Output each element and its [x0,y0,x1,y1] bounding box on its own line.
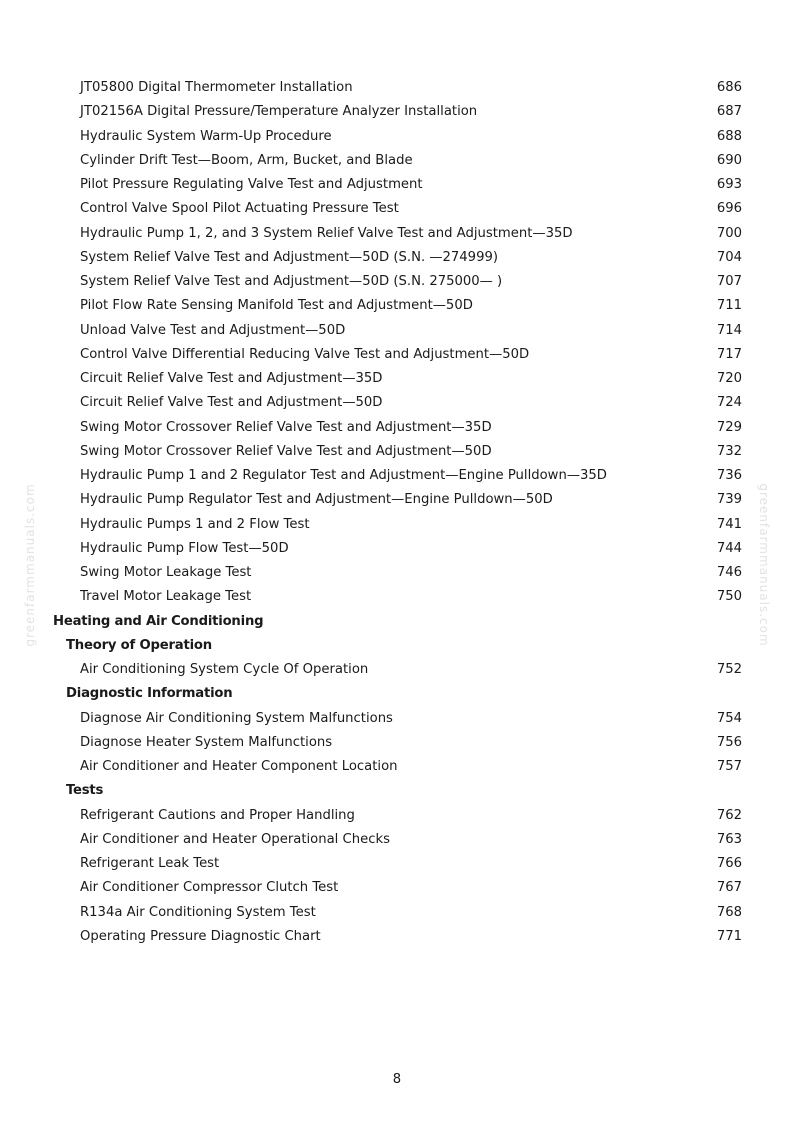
toc-entry-page-number: 746 [716,565,742,580]
toc-entry-page-number: 756 [716,734,742,750]
toc-entry-title: System Relief Valve Test and Adjustment—50D (S.N. —274999) [80,249,498,265]
toc-entry-page-number: 704 [716,249,742,265]
toc-entry-title: Circuit Relief Valve Test and Adjustment—35D [80,371,383,386]
toc-entry-page-number: 741 [716,516,742,532]
toc-entry-page-number: 724 [716,395,742,411]
toc-entry-title: Swing Motor Crossover Relief Valve Test and Adjustment—35D [80,419,492,435]
table-of-contents [0,76,794,949]
toc-entry-title: Air Conditioner and Heater Component Location [80,759,398,774]
toc-entry-title: Hydraulic Pump Flow Test—50D [80,540,289,556]
toc-entry-title: Pilot Flow Rate Sensing Manifold Test and Adjustment—50D [80,298,473,314]
toc-entry[interactable] [0,901,794,925]
toc-entry-title: Pilot Pressure Regulating Valve Test and Adjustment [80,177,423,192]
toc-subsection-heading [0,779,794,803]
toc-entry-title: Unload Valve Test and Adjustment—50D [80,322,346,338]
toc-entry-page-number: 687 [716,104,742,120]
toc-entry-title: JT02156A Digital Pressure/Temperature Analyzer Installation [80,104,478,120]
toc-entry-title: Hydraulic Pump 1, 2, and 3 System Relief Valve Test and Adjustment—35D [80,225,573,241]
toc-entry-title: Hydraulic Pumps 1 and 2 Flow Test [80,516,310,532]
toc-entry-title: Hydraulic Pump Regulator Test and Adjustment—Engine Pulldown—50D [80,492,553,508]
toc-entry-title: R134a Air Conditioning System Test [80,904,316,920]
toc-entry[interactable] [0,319,794,343]
toc-entry[interactable] [0,537,794,561]
toc-entry-page-number: 686 [716,80,742,95]
toc-entry[interactable] [0,707,794,731]
toc-entry[interactable] [0,488,794,512]
toc-entry-title: Swing Motor Crossover Relief Valve Test and Adjustment—50D [80,443,492,459]
toc-entry[interactable] [0,391,794,415]
toc-entry-title: Air Conditioner Compressor Clutch Test [80,880,339,896]
toc-entry[interactable] [0,173,794,197]
toc-entry-title: Refrigerant Cautions and Proper Handling [80,807,355,823]
watermark-left: greenfarmmanuals.com [23,483,37,647]
toc-entry-title: Diagnose Air Conditioning System Malfunctions [80,710,393,726]
toc-entry-page-number: 693 [716,177,742,192]
toc-entry[interactable] [0,125,794,149]
toc-entry[interactable] [0,464,794,488]
toc-entry-page-number: 768 [716,904,742,920]
toc-entry-title: Circuit Relief Valve Test and Adjustment—50D [80,395,383,411]
toc-entry-page-number: 744 [716,540,742,556]
toc-entry-page-number: 771 [716,928,742,944]
toc-entry[interactable] [0,343,794,367]
toc-entry-page-number: 766 [716,856,742,871]
toc-entry-title: Hydraulic System Warm-Up Procedure [80,128,332,144]
toc-entry-title: Hydraulic Pump 1 and 2 Regulator Test and Adjustment—Engine Pulldown—35D [80,468,607,483]
toc-entry-title: Air Conditioning System Cycle Of Operation [80,662,369,677]
toc-entry-title: Diagnostic Information [66,686,233,702]
toc-entry-title: Cylinder Drift Test—Boom, Arm, Bucket, and Blade [80,152,413,168]
toc-entry-page-number: 762 [716,807,742,823]
toc-entry-page-number: 688 [716,128,742,144]
toc-entry[interactable] [0,852,794,876]
toc-entry[interactable] [0,755,794,779]
toc-entry-page-number: 767 [716,880,742,896]
toc-entry-page-number: 752 [716,662,742,677]
toc-entry-title: JT05800 Digital Thermometer Installation [80,80,353,95]
toc-entry[interactable] [0,731,794,755]
toc-entry-title: Tests [66,783,104,799]
toc-entry-page-number: 736 [716,468,742,483]
toc-entry[interactable] [0,294,794,318]
toc-entry-page-number: 696 [716,201,742,217]
toc-entry-page-number: 720 [716,371,742,386]
toc-entry[interactable] [0,197,794,221]
watermark-right: greenfarmmanuals.com [757,483,771,647]
toc-entry-page-number: 732 [716,443,742,459]
toc-entry[interactable] [0,828,794,852]
toc-entry[interactable] [0,804,794,828]
toc-section-heading [0,610,794,634]
toc-entry[interactable] [0,585,794,609]
toc-entry-page-number: 729 [716,419,742,435]
toc-entry-title: System Relief Valve Test and Adjustment—50D (S.N. 275000— ) [80,274,503,289]
toc-subsection-heading [0,634,794,658]
toc-entry-title: Refrigerant Leak Test [80,856,220,871]
toc-entry-title: Travel Motor Leakage Test [80,589,252,605]
toc-entry[interactable] [0,246,794,270]
toc-entry-page-number: 714 [716,322,742,338]
toc-entry-page-number: 763 [716,831,742,847]
toc-entry[interactable] [0,440,794,464]
toc-entry-title: Control Valve Differential Reducing Valve Test and Adjustment—50D [80,346,530,362]
toc-entry-title: Heating and Air Conditioning [53,613,264,629]
toc-entry-title: Operating Pressure Diagnostic Chart [80,928,321,944]
toc-entry[interactable] [0,367,794,391]
toc-entry-title: Air Conditioner and Heater Operational Checks [80,831,390,847]
toc-entry-page-number: 750 [716,589,742,605]
toc-entry-page-number: 690 [716,152,742,168]
toc-entry-page-number: 707 [716,274,742,289]
toc-entry[interactable] [0,149,794,173]
toc-entry[interactable] [0,876,794,900]
toc-entry[interactable] [0,100,794,124]
toc-entry[interactable] [0,270,794,294]
toc-entry[interactable] [0,925,794,949]
toc-subsection-heading [0,682,794,706]
toc-entry-page-number: 757 [716,759,742,774]
toc-entry[interactable] [0,76,794,100]
toc-entry[interactable] [0,416,794,440]
toc-entry[interactable] [0,513,794,537]
toc-entry-page-number: 739 [716,492,742,508]
toc-entry[interactable] [0,222,794,246]
toc-entry[interactable] [0,561,794,585]
toc-entry-title: Control Valve Spool Pilot Actuating Pressure Test [80,201,399,217]
toc-entry-page-number: 717 [716,346,742,362]
toc-entry[interactable] [0,658,794,682]
toc-entry-page-number: 754 [716,710,742,726]
page-number: 8 [392,1072,402,1087]
toc-entry-title: Diagnose Heater System Malfunctions [80,734,333,750]
toc-entry-page-number: 700 [716,225,742,241]
toc-entry-page-number: 711 [716,298,742,314]
toc-entry-title: Theory of Operation [66,637,212,653]
toc-entry-title: Swing Motor Leakage Test [80,565,252,580]
